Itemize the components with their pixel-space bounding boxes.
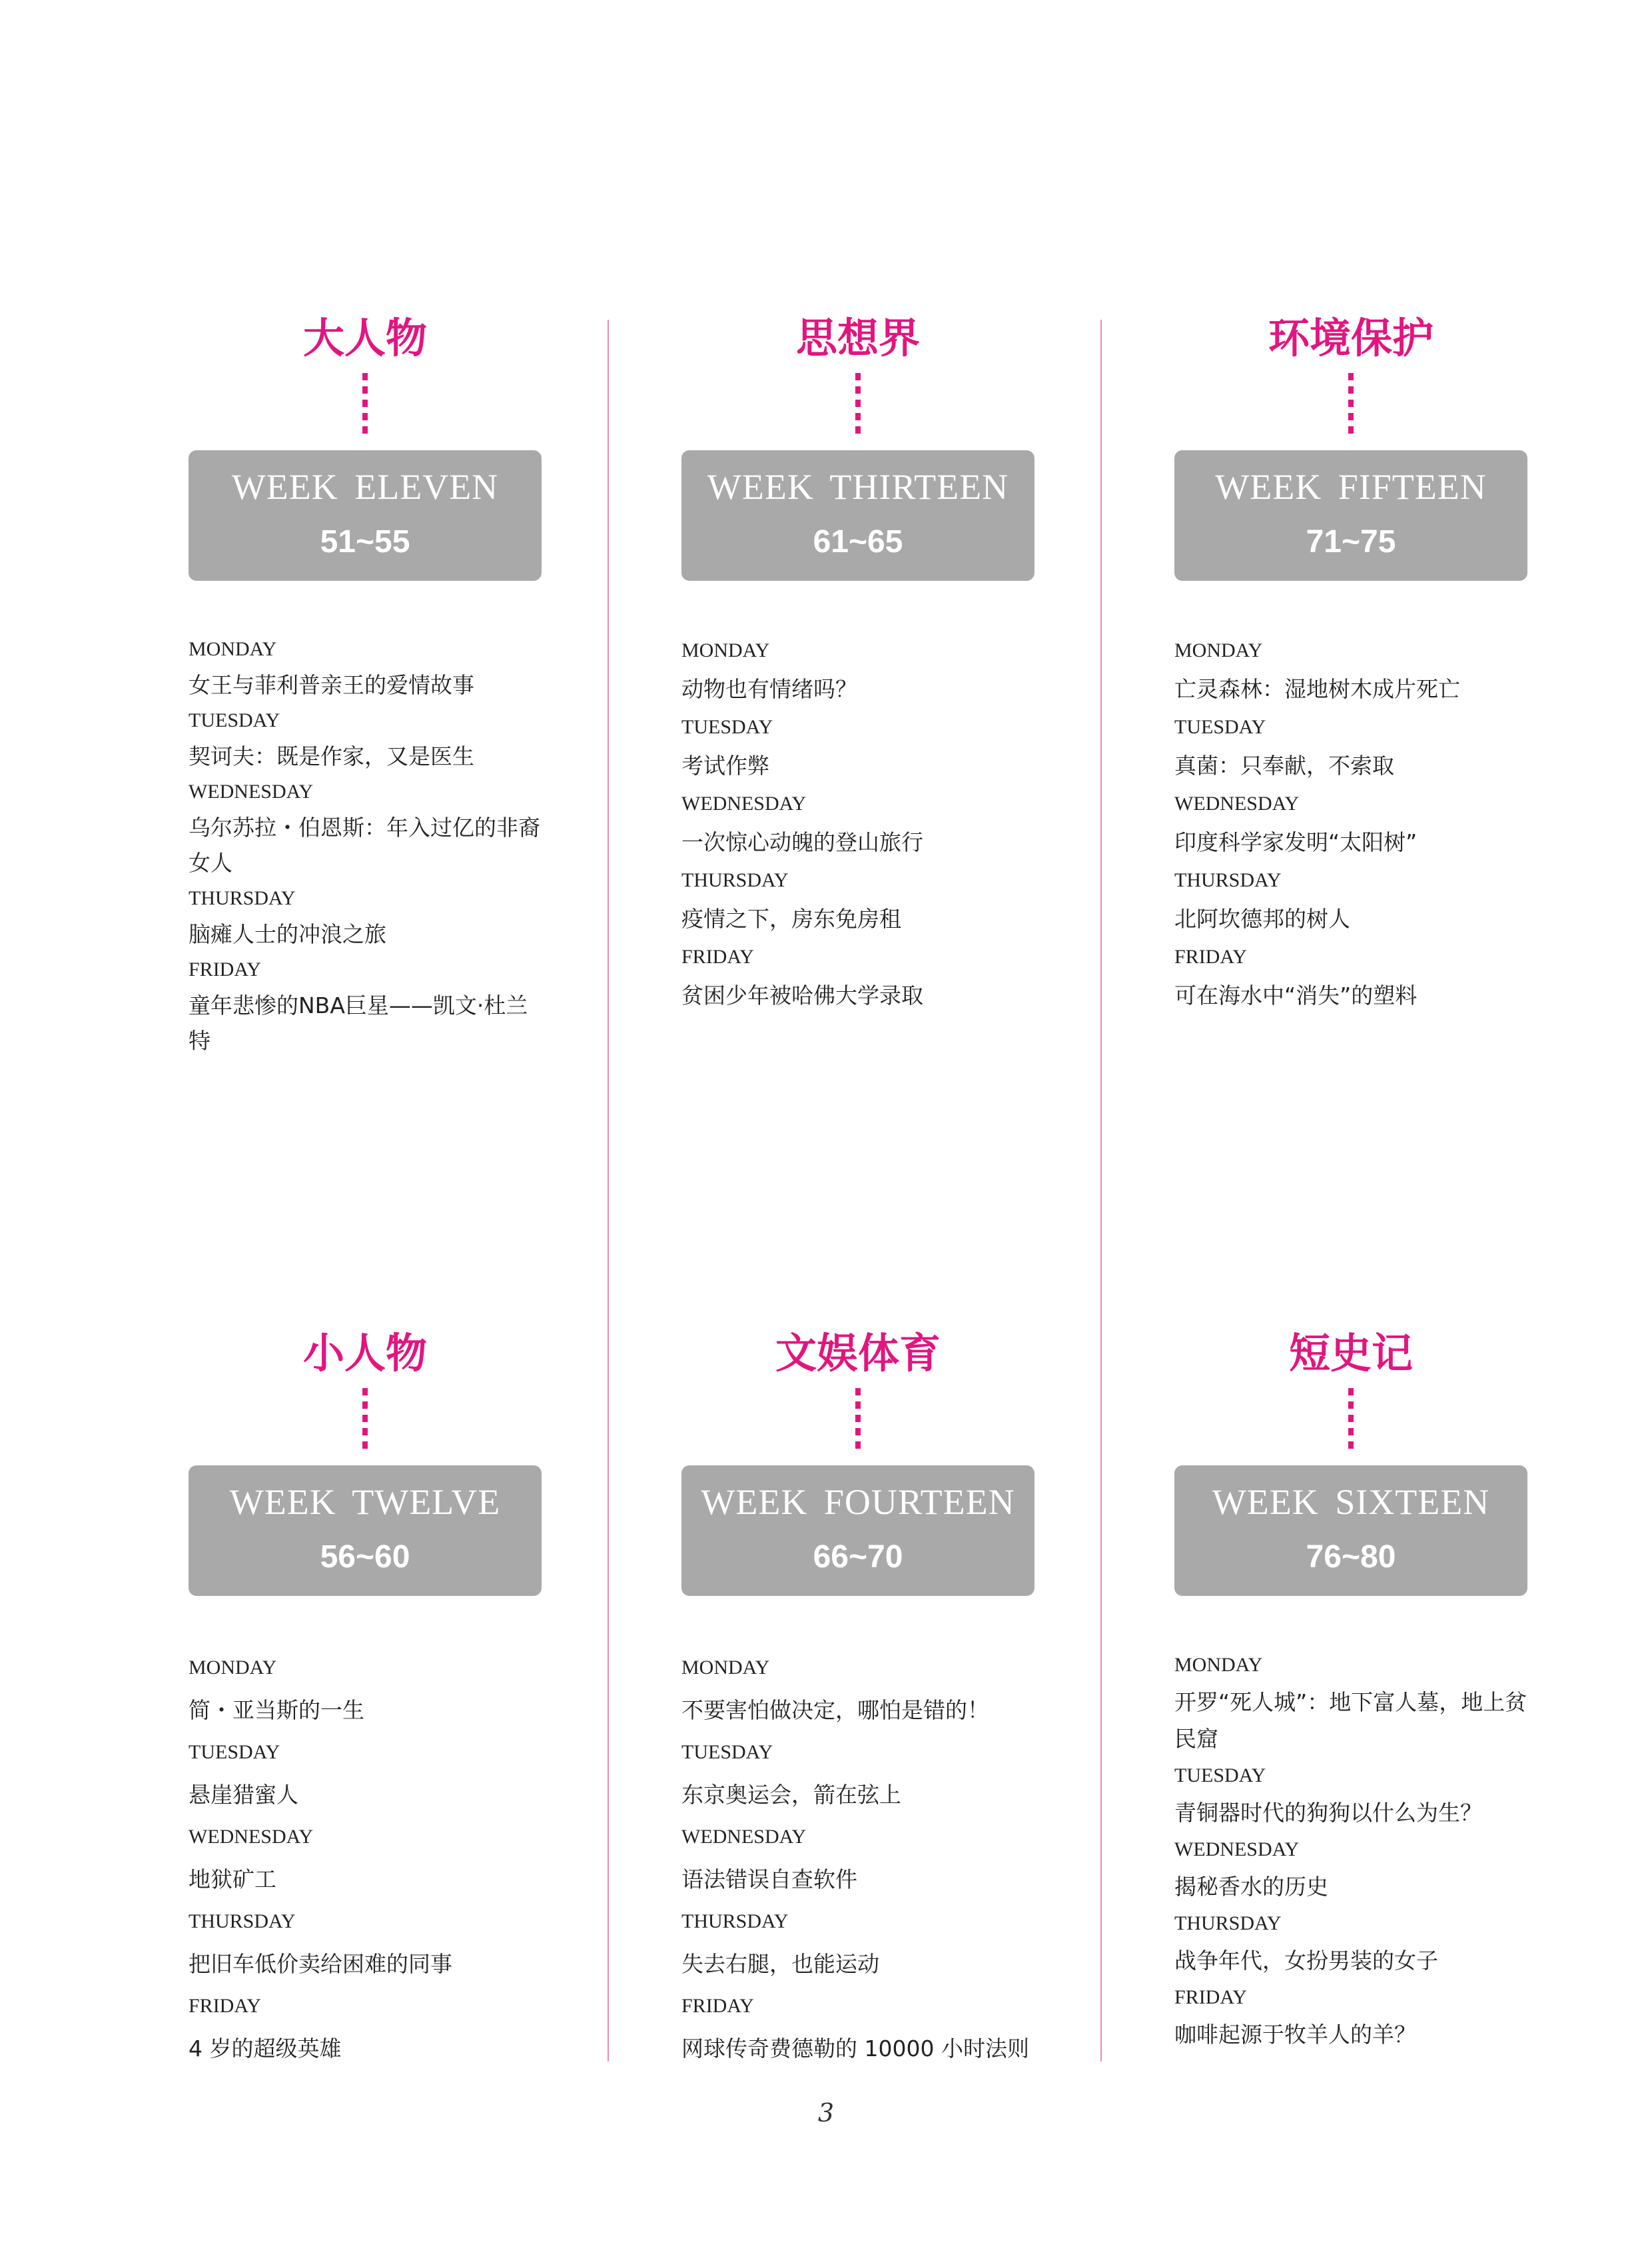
article-title: 揭秘香水的历史: [1174, 1874, 1328, 1900]
article-title: 不要害怕做决定，哪怕是错的！: [681, 1697, 989, 1723]
day-label: FRIDAY: [189, 958, 261, 980]
day-label: TUESDAY: [681, 1741, 773, 1763]
day-list: [1174, 1647, 1527, 2053]
article-title: 真菌：只奉献，不索取: [1174, 753, 1394, 779]
week-header-box: [1174, 1465, 1527, 1596]
article-title: 语法错误自查软件: [681, 1866, 857, 1892]
week-header-box: [681, 450, 1034, 581]
day-label: WEDNESDAY: [1174, 1838, 1300, 1860]
day-label: THURSDAY: [1174, 1912, 1282, 1934]
week-block: [189, 1327, 542, 2069]
week-block: [681, 312, 1034, 1014]
article-title: 乌尔苏拉・伯恩斯：年入过亿的非裔女人: [189, 815, 540, 876]
day-label: FRIDAY: [1174, 946, 1247, 968]
day-label: MONDAY: [189, 638, 277, 660]
week-range: 56~60: [320, 1539, 410, 1575]
week-block: [1174, 1327, 1527, 2053]
article-title: 考试作弊: [681, 753, 769, 779]
category-title: 环境保护: [1268, 314, 1434, 362]
day-label: WEDNESDAY: [189, 1826, 314, 1848]
article-title: 悬崖猎蜜人: [189, 1782, 298, 1808]
page-number: 3: [817, 2098, 835, 2127]
week-header-box: [189, 450, 542, 581]
day-label: TUESDAY: [1174, 1764, 1266, 1786]
article-title: 童年悲惨的NBA巨星——凯文·杜兰特: [189, 992, 528, 1054]
week-header-box: [189, 1465, 542, 1596]
article-title: 把旧车低价卖给困难的同事: [189, 1951, 452, 1977]
article-title: 地狱矿工: [189, 1866, 276, 1892]
day-list: [1174, 631, 1527, 1014]
day-label: TUESDAY: [189, 709, 280, 731]
category-title: 小人物: [302, 1329, 427, 1377]
dotted-connector: [362, 1388, 368, 1455]
week-title: WEEK FOURTEEN: [701, 1482, 1015, 1522]
week-range: 71~75: [1306, 524, 1396, 560]
dotted-connector: [1348, 1388, 1354, 1455]
article-title: 北阿坎德邦的树人: [1174, 906, 1350, 932]
day-list: [681, 1647, 1034, 2069]
article-title: 契诃夫：既是作家，又是医生: [189, 743, 474, 769]
article-title: 失去右腿，也能运动: [681, 1951, 879, 1977]
week-range: 76~80: [1306, 1539, 1396, 1575]
column-divider-right: [1100, 320, 1102, 2061]
article-title: 印度科学家发明“太阳树”: [1174, 829, 1418, 855]
week-range: 66~70: [813, 1539, 903, 1575]
day-label: WEDNESDAY: [189, 781, 314, 803]
day-label: MONDAY: [189, 1657, 277, 1679]
category-title: 思想界: [795, 314, 920, 362]
article-title: 疫情之下，房东免房租: [681, 906, 901, 932]
article-title: 可在海水中“消失”的塑料: [1174, 982, 1418, 1008]
dotted-connector: [855, 373, 861, 440]
article-title: 东京奥运会，箭在弦上: [681, 1782, 901, 1808]
week-title: WEEK TWELVE: [229, 1482, 501, 1522]
week-header-box: [681, 1465, 1034, 1596]
week-block: [189, 312, 542, 1058]
dotted-connector: [855, 1388, 861, 1455]
day-label: FRIDAY: [681, 1995, 754, 2017]
day-label: MONDAY: [681, 639, 770, 661]
week-header-box: [1174, 450, 1527, 581]
week-block: [1174, 312, 1527, 1014]
day-label: THURSDAY: [189, 1910, 296, 1932]
dotted-connector: [362, 373, 368, 440]
article-title: 网球传奇费德勒的 10000 小时法则: [681, 2036, 1029, 2061]
day-list: [681, 631, 1034, 1014]
dotted-connector: [1348, 373, 1354, 440]
day-label: WEDNESDAY: [1174, 793, 1300, 815]
day-label: MONDAY: [1174, 1654, 1263, 1676]
article-title: 脑瘫人士的冲浪之旅: [189, 921, 386, 947]
week-range: 51~55: [320, 524, 410, 560]
week-title: WEEK THIRTEEN: [707, 467, 1009, 507]
week-title: WEEK ELEVEN: [231, 467, 499, 507]
day-label: TUESDAY: [1174, 716, 1266, 738]
column-divider-left: [608, 320, 609, 2061]
article-title: 简・亚当斯的一生: [189, 1697, 364, 1723]
day-label: WEDNESDAY: [681, 1826, 807, 1848]
week-range: 61~65: [813, 524, 903, 560]
article-title: 战争年代，女扮男装的女子: [1174, 1948, 1438, 1974]
day-label: FRIDAY: [189, 1995, 261, 2017]
day-list: [189, 631, 542, 1058]
article-title: 开罗“死人城”：地下富人墓，地上贫民窟: [1174, 1689, 1527, 1752]
week-block: [681, 1327, 1034, 2069]
article-title: 青铜器时代的狗狗以什么为生？: [1174, 1800, 1482, 1826]
day-label: WEDNESDAY: [681, 793, 807, 815]
article-title: 咖啡起源于牧羊人的羊？: [1174, 2022, 1416, 2048]
article-title: 亡灵森林：湿地树木成片死亡: [1174, 676, 1460, 702]
category-title: 短史记: [1288, 1329, 1413, 1377]
category-title: 文娱体育: [775, 1329, 941, 1377]
day-label: MONDAY: [681, 1657, 770, 1679]
week-title: WEEK SIXTEEN: [1212, 1482, 1490, 1522]
day-label: THURSDAY: [681, 869, 789, 891]
day-label: FRIDAY: [1174, 1986, 1247, 2008]
day-label: FRIDAY: [681, 946, 754, 968]
day-label: THURSDAY: [189, 887, 296, 909]
day-label: TUESDAY: [189, 1741, 280, 1763]
day-label: THURSDAY: [1174, 869, 1282, 891]
article-title: 贫困少年被哈佛大学录取: [681, 982, 923, 1008]
week-title: WEEK FIFTEEN: [1215, 467, 1487, 507]
day-label: THURSDAY: [681, 1910, 789, 1932]
article-title: 4 岁的超级英雄: [189, 2036, 342, 2061]
day-list: [189, 1647, 542, 2069]
article-title: 动物也有情绪吗？: [681, 676, 857, 702]
article-title: 女王与菲利普亲王的爱情故事: [189, 672, 474, 698]
day-label: MONDAY: [1174, 639, 1263, 661]
day-label: TUESDAY: [681, 716, 773, 738]
article-title: 一次惊心动魄的登山旅行: [681, 829, 923, 855]
category-title: 大人物: [302, 314, 427, 362]
